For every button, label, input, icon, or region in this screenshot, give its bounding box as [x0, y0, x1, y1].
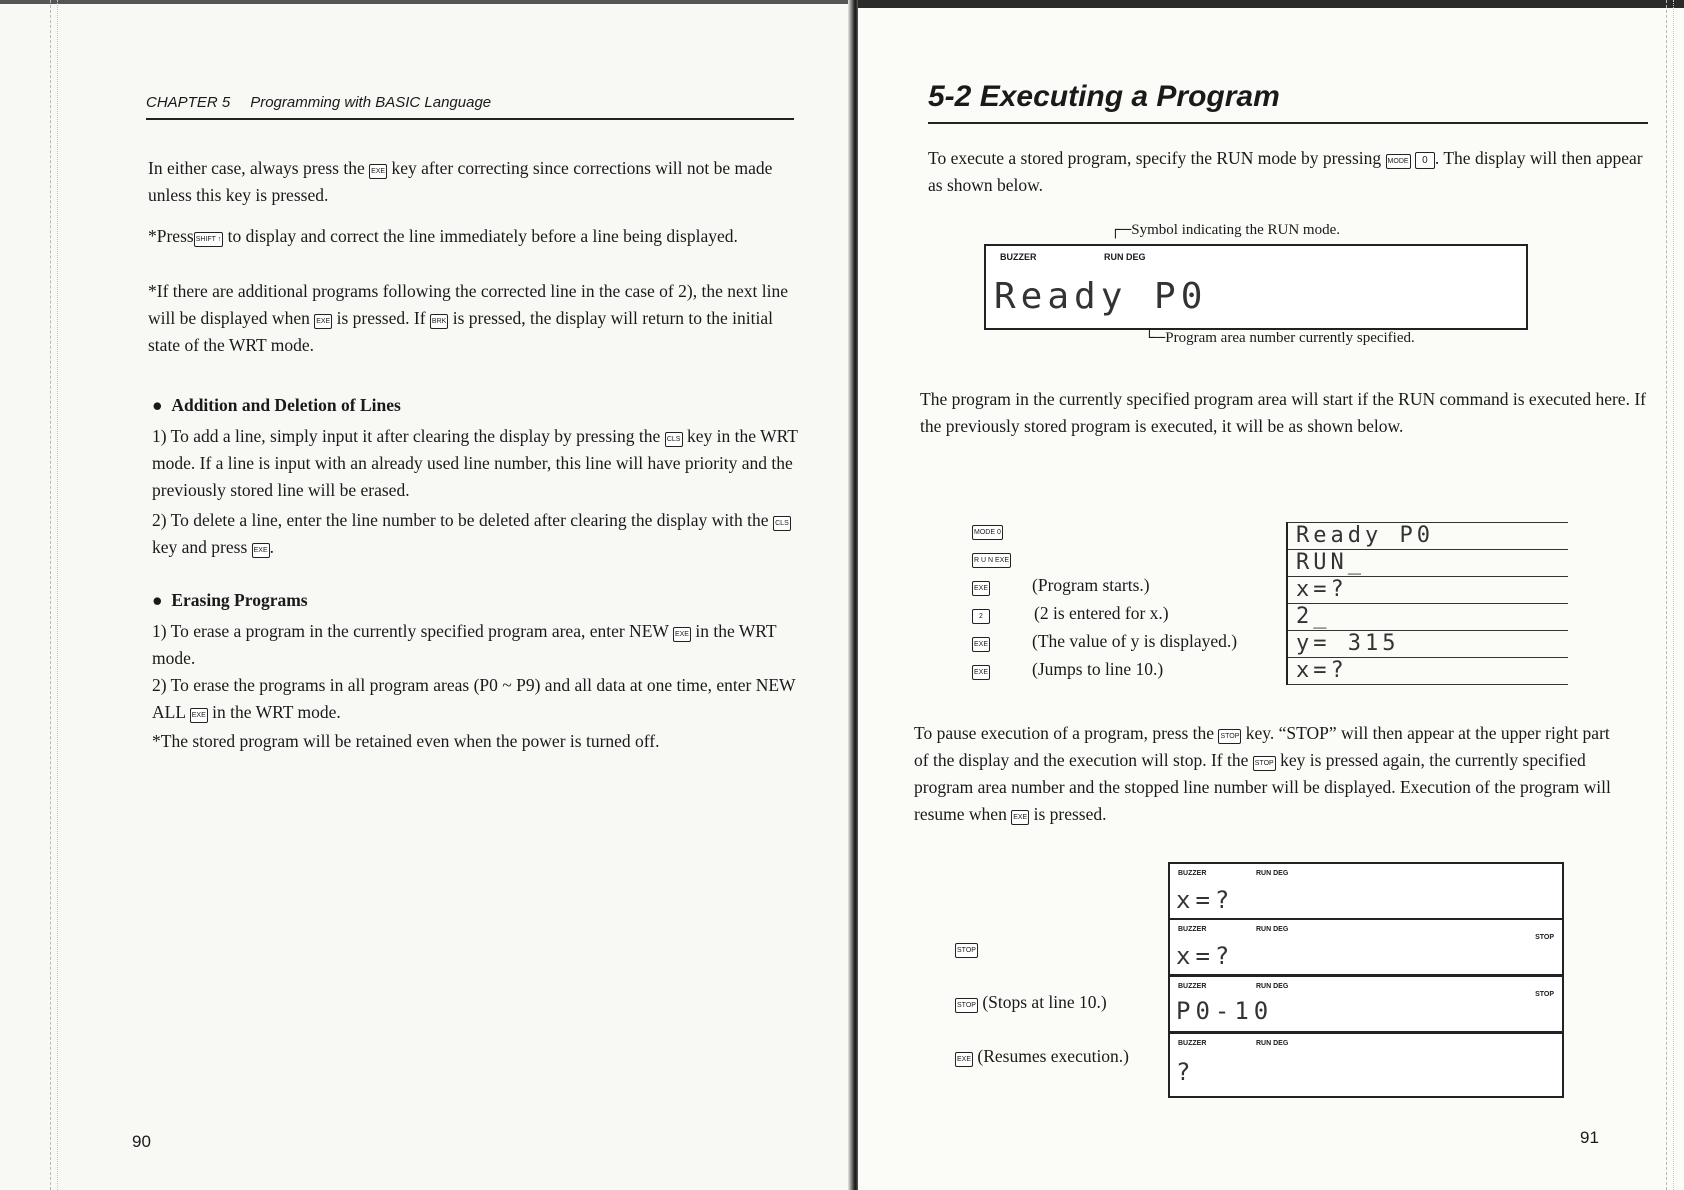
- text: key in the WRT mode. If a line is input with an already used line number, this line will have priority and the previously stored line will be erased.: [152, 426, 798, 500]
- step-row: [972, 603, 1169, 624]
- display-row: x=?: [1288, 577, 1568, 604]
- mode-indicator: RUN DEG: [1256, 870, 1289, 877]
- mode-indicator: RUN DEG: [1256, 926, 1289, 933]
- running-header: [146, 94, 491, 111]
- exe-key-icon: EXE: [314, 314, 332, 329]
- text: 1) To add a line, simply input it after clearing the display by pressing the: [152, 426, 661, 446]
- lcd-text: x=?: [1176, 886, 1235, 914]
- lcd-text: P0-10: [1176, 997, 1274, 1025]
- text: in the WRT mode.: [212, 702, 341, 722]
- title-rule: [928, 122, 1648, 124]
- stop-step-row: [955, 992, 1107, 1013]
- text: *Press: [148, 226, 194, 246]
- list-item: [152, 618, 802, 672]
- text: to display and correct the line immediately before a line being displayed.: [227, 226, 738, 246]
- step-description: (Jumps to line 10.): [1032, 659, 1164, 679]
- lcd-text: Ready P0: [994, 276, 1208, 317]
- display-row: Ready P0: [1288, 523, 1568, 550]
- bullet-icon: ●: [152, 395, 172, 415]
- text: 2) To erase the programs in all program areas (P0 ~ P9) and all data at one time, enter NEW ALL: [152, 675, 796, 722]
- right-page: [858, 0, 1684, 1190]
- exe-key-icon: EXE: [673, 627, 691, 642]
- display-row: y= 315: [1288, 631, 1568, 658]
- exe-key-icon: EXE: [955, 1052, 973, 1067]
- note-previous-line: [148, 223, 798, 250]
- buzzer-indicator: BUZZER: [1178, 983, 1207, 990]
- exe-key-icon: EXE: [190, 708, 208, 723]
- exe-key-icon: EXE: [972, 637, 990, 652]
- stop-key-icon: STOP: [1253, 756, 1276, 771]
- text: is pressed. If: [336, 308, 426, 328]
- brk-key-icon: BRK: [430, 314, 448, 329]
- page-number: 90: [132, 1132, 151, 1151]
- buzzer-indicator: BUZZER: [1178, 870, 1207, 877]
- step-description: (Stops at line 10.): [982, 992, 1107, 1012]
- stop-step-row: [955, 1046, 1129, 1067]
- stop-key-icon: STOP: [1218, 729, 1241, 744]
- section-heading-addition: [152, 395, 401, 416]
- shift-up-key-icon: SHIFT ↑: [194, 232, 224, 247]
- page-edge-marks: [1666, 0, 1674, 1190]
- exe-key-icon: EXE: [1011, 810, 1029, 825]
- exe-key-icon: EXE: [369, 164, 387, 179]
- buzzer-indicator: BUZZER: [1178, 926, 1207, 933]
- text: To pause execution of a program, press the: [914, 723, 1215, 743]
- exe-key-icon: EXE: [252, 543, 270, 558]
- lcd-display: [1168, 918, 1564, 976]
- text: In either case, always press the: [148, 158, 365, 178]
- step-description: (Program starts.): [1032, 575, 1150, 595]
- text: key and press: [152, 537, 248, 557]
- step-row: [972, 519, 1003, 540]
- list-item: [152, 672, 802, 726]
- page-number: 91: [1580, 1128, 1599, 1147]
- lcd-display: [984, 244, 1528, 330]
- lcd-text: ?: [1176, 1058, 1196, 1086]
- list-item: [152, 423, 802, 504]
- text: is pressed, the display will return to the initial state of the WRT mode.: [148, 308, 773, 355]
- cls-key-icon: CLS: [665, 432, 683, 447]
- step-description: (2 is entered for x.): [1034, 603, 1169, 623]
- callout-arrow-icon: └─: [1144, 330, 1166, 346]
- header-rule: [146, 118, 794, 120]
- lcd-display: [1168, 975, 1564, 1033]
- display-row: RUN_: [1288, 550, 1568, 577]
- intro-paragraph: [928, 145, 1648, 199]
- intro-paragraph: [148, 155, 798, 209]
- mode-key-icon: MODE: [1386, 154, 1411, 169]
- stop-step-row: [955, 937, 978, 958]
- callout-run-mode: [1110, 222, 1340, 239]
- stop-indicator: STOP: [1535, 991, 1554, 998]
- page-top-shadow: [858, 0, 1684, 8]
- text: 2) To delete a line, enter the line number to be deleted after clearing the display with the: [152, 510, 769, 530]
- step-description: (Resumes execution.): [977, 1046, 1130, 1066]
- page-edge-marks: [50, 0, 58, 1190]
- section-heading-erasing: [152, 590, 308, 611]
- section-title: 5-2 Executing a Program: [928, 80, 1280, 113]
- display-sequence: [1286, 522, 1568, 685]
- text: .: [269, 537, 275, 557]
- mode-indicator: RUN DEG: [1256, 983, 1289, 990]
- text: is pressed.: [1033, 804, 1107, 824]
- note-additional-programs: [148, 278, 798, 359]
- text: key is pressed again, the currently specified program area number and the stopped line number will be displayed. Execution of the program will resume when: [914, 750, 1611, 824]
- bullet-icon: ●: [152, 590, 172, 610]
- step-row: [972, 659, 1163, 680]
- mode-indicator: RUN DEG: [1256, 1040, 1289, 1047]
- lcd-display: [1168, 862, 1564, 920]
- page-top-shadow: [0, 0, 850, 4]
- chapter-label: CHAPTER 5: [146, 94, 231, 111]
- stop-indicator: STOP: [1535, 934, 1554, 941]
- chapter-title: Programming with BASIC Language: [250, 94, 492, 111]
- cls-key-icon: CLS: [773, 516, 791, 531]
- run-paragraph: The program in the currently specified program area will start if the RUN command is executed here. If the previously stored program is executed, it will be as shown below.: [920, 389, 1646, 436]
- stop-key-icon: STOP: [955, 943, 978, 958]
- exe-key-icon: EXE: [972, 665, 990, 680]
- text: To execute a stored program, specify the RUN mode by pressing: [928, 148, 1382, 168]
- zero-key-icon: 0: [1415, 152, 1435, 169]
- text: 1) To erase a program in the currently specified program area, enter NEW: [152, 621, 669, 641]
- text: in the WRT mode.: [152, 621, 777, 668]
- lcd-text: x=?: [1176, 942, 1235, 970]
- callout-arrow-icon: ┌─: [1110, 222, 1132, 238]
- text: key. “STOP” will then appear at the upper right part of the display and the execution will stop. If the: [914, 723, 1610, 770]
- callout-text: Program area number currently specified.: [1165, 330, 1415, 346]
- text: . The display will then appear as shown below.: [928, 148, 1643, 195]
- key-sequence-icon: R U N EXE: [972, 553, 1011, 568]
- heading-text: Erasing Programs: [171, 590, 308, 610]
- list-item: [152, 507, 802, 561]
- buzzer-indicator: BUZZER: [1000, 252, 1037, 262]
- callout-text: Symbol indicating the RUN mode.: [1131, 222, 1340, 238]
- step-row: [972, 547, 1011, 568]
- key-sequence-icon: MODE 0: [972, 525, 1003, 540]
- display-row: 2_: [1288, 604, 1568, 631]
- exe-key-icon: EXE: [972, 581, 990, 596]
- heading-text: Addition and Deletion of Lines: [171, 395, 401, 415]
- step-row: [972, 631, 1237, 652]
- display-row: x=?: [1288, 658, 1568, 685]
- callout-program-area: [1144, 330, 1415, 347]
- buzzer-indicator: BUZZER: [1178, 1040, 1207, 1047]
- note-retained: *The stored program will be retained even when the power is turned off.: [152, 731, 660, 751]
- lcd-display: [1168, 1032, 1564, 1098]
- step-row: [972, 575, 1150, 596]
- text: *If there are additional programs following the corrected line in the case of 2), the next line will be displayed when: [148, 281, 788, 328]
- two-key-icon: 2: [972, 609, 990, 624]
- pause-paragraph: [914, 720, 1624, 828]
- stop-key-icon: STOP: [955, 998, 978, 1013]
- step-description: (The value of y is displayed.): [1032, 631, 1238, 651]
- text: key after correcting since corrections will not be made unless this key is pressed.: [148, 158, 773, 205]
- mode-indicator: RUN DEG: [1104, 252, 1146, 262]
